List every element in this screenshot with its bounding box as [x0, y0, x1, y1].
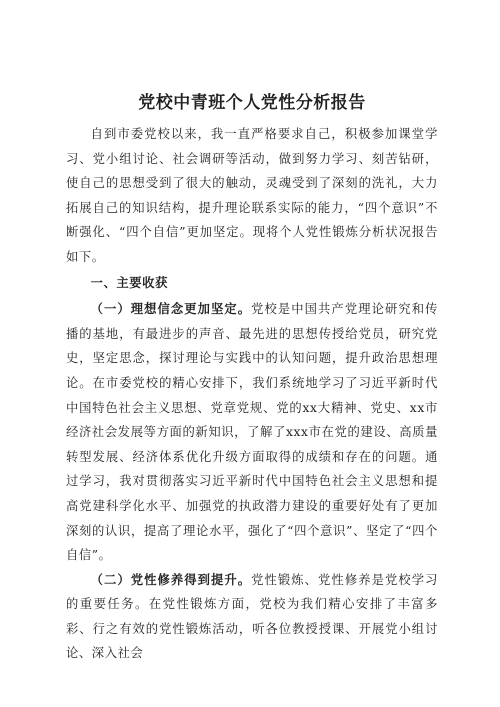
paragraph-body-ideals-beliefs: 党校是中国共产党理论研究和传播的基地，有最进步的声音、最先进的思想传授给党员，研究党史，坚定思念，探讨理论与实践中的认知问题，提升政治思想理论。在市委党校的精心安排下，我们系统地学习了习近平新时代中国特色社会主义思想、党章党规、党的xx大精神、党史、xx市经济社会发展等方面的新知识，了解了xxx市在党的建设、高质量转型发展、经济体系优化升级方面取得的成绩和存在的问题。通过学习，我对贯彻落实习近平新时代中国特色社会主义思想和提高党建科学化水平、加强党的执政潜力建设的重要好处有了更加深刻的认识，提高了理论水平，强化了“四个意识”、坚定了“四个自信”。 — [66, 302, 438, 563]
section-heading-main-gains: 一、主要收获 — [90, 275, 168, 290]
paragraph-lead-ideals-beliefs: （一）理想信念更加坚定。 — [90, 301, 252, 317]
document-title: 党校中青班个人党性分析报告 — [138, 93, 366, 113]
paragraph-ideals-beliefs — [66, 297, 438, 568]
paragraph-lead-party-spirit: （二）党性修养得到提升。 — [90, 571, 252, 587]
paragraph-party-spirit — [66, 568, 438, 666]
intro-paragraph: 自到市委党校以来，我一直严格要求自己，积极参加课堂学习、党小组讨论、社会调研等活动，做到努力学习、刻苦钻研，使自己的思想受到了很大的触动，灵魂受到了深刻的洗礼，大力拓展自己的知识结构，提升理论联系实际的能力，“四个意识”不断强化、“四个自信”更加坚定。现将个人党性锻炼分析状况报告如下。 — [66, 127, 438, 264]
paragraph-body-party-spirit: 党性锻炼、党性修养是党校学习的重要任务。在党性锻炼方面，党校为我们精心安排了丰富多彩、行之有效的党性锻炼活动，听各位教授授课、开展党小组讨论、深入社会 — [66, 572, 438, 661]
document-page — [66, 92, 438, 666]
